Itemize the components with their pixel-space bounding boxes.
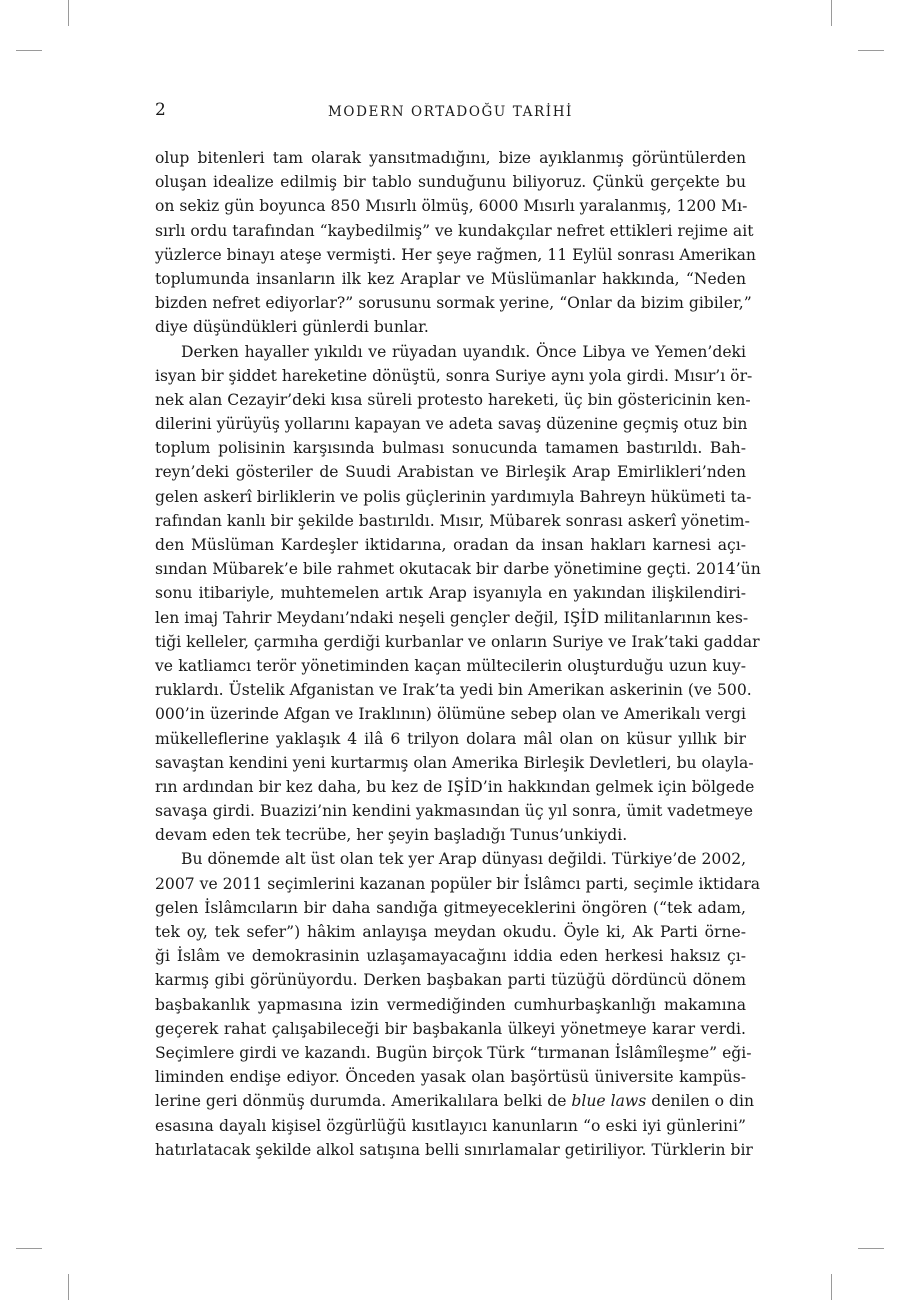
- text-line: sından Mübarek’e bile rahmet okutacak bir darbe yönetimine geçti. 2014’ün: [155, 560, 761, 579]
- text-line: oluşan idealize edilmiş bir tablo sunduğunu biliyoruz. Çünkü gerçekte bu: [155, 173, 746, 192]
- crop-mark-left-bottom: [16, 1248, 42, 1249]
- text-line: yüzlerce binayı ateşe vermişti. Her şeye rağmen, 11 Eylül sonrası Amerikan: [155, 245, 756, 264]
- text-line: ve katliamcı terör yönetiminden kaçan mültecilerin oluşturduğu uzun kuy-: [155, 656, 746, 675]
- text-line: diye düşündükleri günlerdi bunlar.: [155, 318, 429, 337]
- crop-mark-right-top: [858, 50, 884, 51]
- crop-mark-bottom-right: [831, 1274, 832, 1300]
- text-line: savaşa girdi. Buazizi’nin kendini yakmasından üç yıl sonra, ümit vadetmeye: [155, 802, 754, 821]
- text-line: 2007 ve 2011 seçimlerini kazanan popüler bir İslâmcı parti, seçimle iktidara: [155, 874, 761, 893]
- crop-mark-bottom-left: [68, 1274, 69, 1300]
- text-line: savaştan kendini yeni kurtarmış olan Amerika Birleşik Devletleri, bu olayla-: [155, 753, 754, 772]
- text-line: tek oy, tek sefer”) hâkim anlayışa meydan okudu. Öyle ki, Ak Parti örne-: [155, 923, 746, 941]
- running-title: MODERN ORTADOĞU TARİHİ: [327, 104, 573, 120]
- text-line: geçerek rahat çalışabileceği bir başbakanla ülkeyi yönetmeye karar verdi.: [155, 1019, 746, 1038]
- crop-mark-top-right: [831, 0, 832, 26]
- paragraph: [155, 340, 761, 848]
- italic-phrase: blue laws: [571, 1092, 647, 1111]
- crop-mark-top-left: [68, 0, 69, 26]
- text-line: karmış gibi görünüyordu. Derken başbakan parti tüzüğü dördüncü dönem: [155, 971, 746, 990]
- text-line: rın ardından bir kez daha, bu kez de IŞİD’in hakkından gelmek için bölgede: [155, 777, 755, 796]
- crop-mark-right-bottom: [858, 1248, 884, 1249]
- text-line: 000’in üzerinde Afgan ve Iraklının) ölümüne sebep olan ve Amerikalı vergi: [155, 705, 746, 724]
- text-line: gelen askerî birliklerin ve polis güçlerinin yardımıyla Bahreyn hükümeti ta-: [155, 487, 752, 506]
- text-line: sonu itibariyle, muhtemelen artık Arap isyanıyla en yakından ilişkilendiri-: [155, 584, 746, 603]
- page-header: [155, 100, 746, 130]
- text-line: reyn’deki gösteriler de Suudi Arabistan ve Birleşik Arap Emirlikleri’nden: [155, 463, 746, 482]
- text-line: dilerini yürüyüş yollarını kapayan ve adeta savaş düzenine geçmiş otuz bin: [155, 415, 748, 434]
- text-line: Bu dönemde alt üst olan tek yer Arap dünyası değildi. Türkiye’de 2002,: [181, 850, 747, 869]
- text-line: ruklardı. Üstelik Afganistan ve Irak’ta yedi bin Amerikan askerinin (ve 500.: [155, 681, 752, 700]
- text-line: isyan bir şiddet hareketine dönüştü, sonra Suriye aynı yola girdi. Mısır’ı ör-: [155, 366, 753, 385]
- text-line: mükelleflerine yaklaşık 4 ilâ 6 trilyon dolara mâl olan on küsur yıllık bir: [155, 729, 746, 748]
- text-line: toplum polisinin karşısında bulması sonucunda tamamen bastırıldı. Bah-: [155, 439, 746, 458]
- text-line: on sekiz gün boyunca 850 Mısırlı ölmüş, 6000 Mısırlı yaralanmış, 1200 Mı-: [155, 197, 748, 216]
- text-line: Seçimlere girdi ve kazandı. Bugün birçok Türk “tırmanan İslâmîleşme” eği-: [155, 1043, 752, 1062]
- text-line: toplumunda insanların ilk kez Araplar ve Müslümanlar hakkında, “Neden: [155, 269, 746, 288]
- text-line: Derken hayaller yıkıldı ve rüyadan uyandık. Önce Libya ve Yemen’deki: [181, 342, 746, 361]
- text-line: den Müslüman Kardeşler iktidarına, oradan da insan hakları karnesi açı-: [155, 536, 746, 554]
- text-line: len imaj Tahrir Meydanı’ndaki neşeli gençler değil, IŞİD militanlarının kes-: [155, 608, 749, 627]
- text-line: sırlı ordu tarafından “kaybedilmiş” ve kundakçılar nefret ettikleri rejime ait: [155, 221, 754, 240]
- text-line: lerine geri dönmüş durumda. Amerikalılara belki de blue laws denilen o din: [155, 1092, 755, 1111]
- page-number: 2: [155, 100, 166, 120]
- body-text: [155, 146, 761, 1162]
- text-line: hatırlatacak şekilde alkol satışına belli sınırlamalar getiriliyor. Türklerin bir: [155, 1140, 753, 1159]
- text-line: tiği kelleler, çarmıha gerdiği kurbanlar ve onların Suriye ve Irak’taki gaddar: [155, 632, 760, 651]
- paragraph: [155, 146, 756, 340]
- text-line: başbakanlık yapmasına izin vermediğinden cumhurbaşkanlığı makamına: [155, 995, 746, 1014]
- paragraph: [155, 847, 761, 1161]
- text-line: liminden endişe ediyor. Önceden yasak olan başörtüsü üniversite kampüs-: [155, 1068, 746, 1087]
- text-line: nek alan Cezayir’deki kısa süreli protesto hareketi, üç bin göstericinin ken-: [155, 390, 751, 409]
- text-line: esasına dayalı kişisel özgürlüğü kısıtlayıcı kanunların “o eski iyi günlerini”: [155, 1116, 746, 1135]
- text-line: gelen İslâmcıların bir daha sandığa gitmeyeceklerini öngören (“tek adam,: [155, 898, 746, 917]
- text-line: ği İslâm ve demokrasinin uzlaşamayacağını iddia eden herkesi haksız çı-: [155, 947, 746, 966]
- crop-mark-left-top: [16, 50, 42, 51]
- text-line: olup bitenleri tam olarak yansıtmadığını, bize ayıklanmış görüntülerden: [155, 149, 746, 167]
- text-line: rafından kanlı bir şekilde bastırıldı. Mısır, Mübarek sonrası askerî yönetim-: [155, 511, 750, 530]
- text-line: devam eden tek tecrübe, her şeyin başladığı Tunus’unkiydi.: [155, 826, 628, 845]
- text-line: bizden nefret ediyorlar?” sorusunu sormak yerine, “Onlar da bizim gibiler,”: [155, 294, 752, 313]
